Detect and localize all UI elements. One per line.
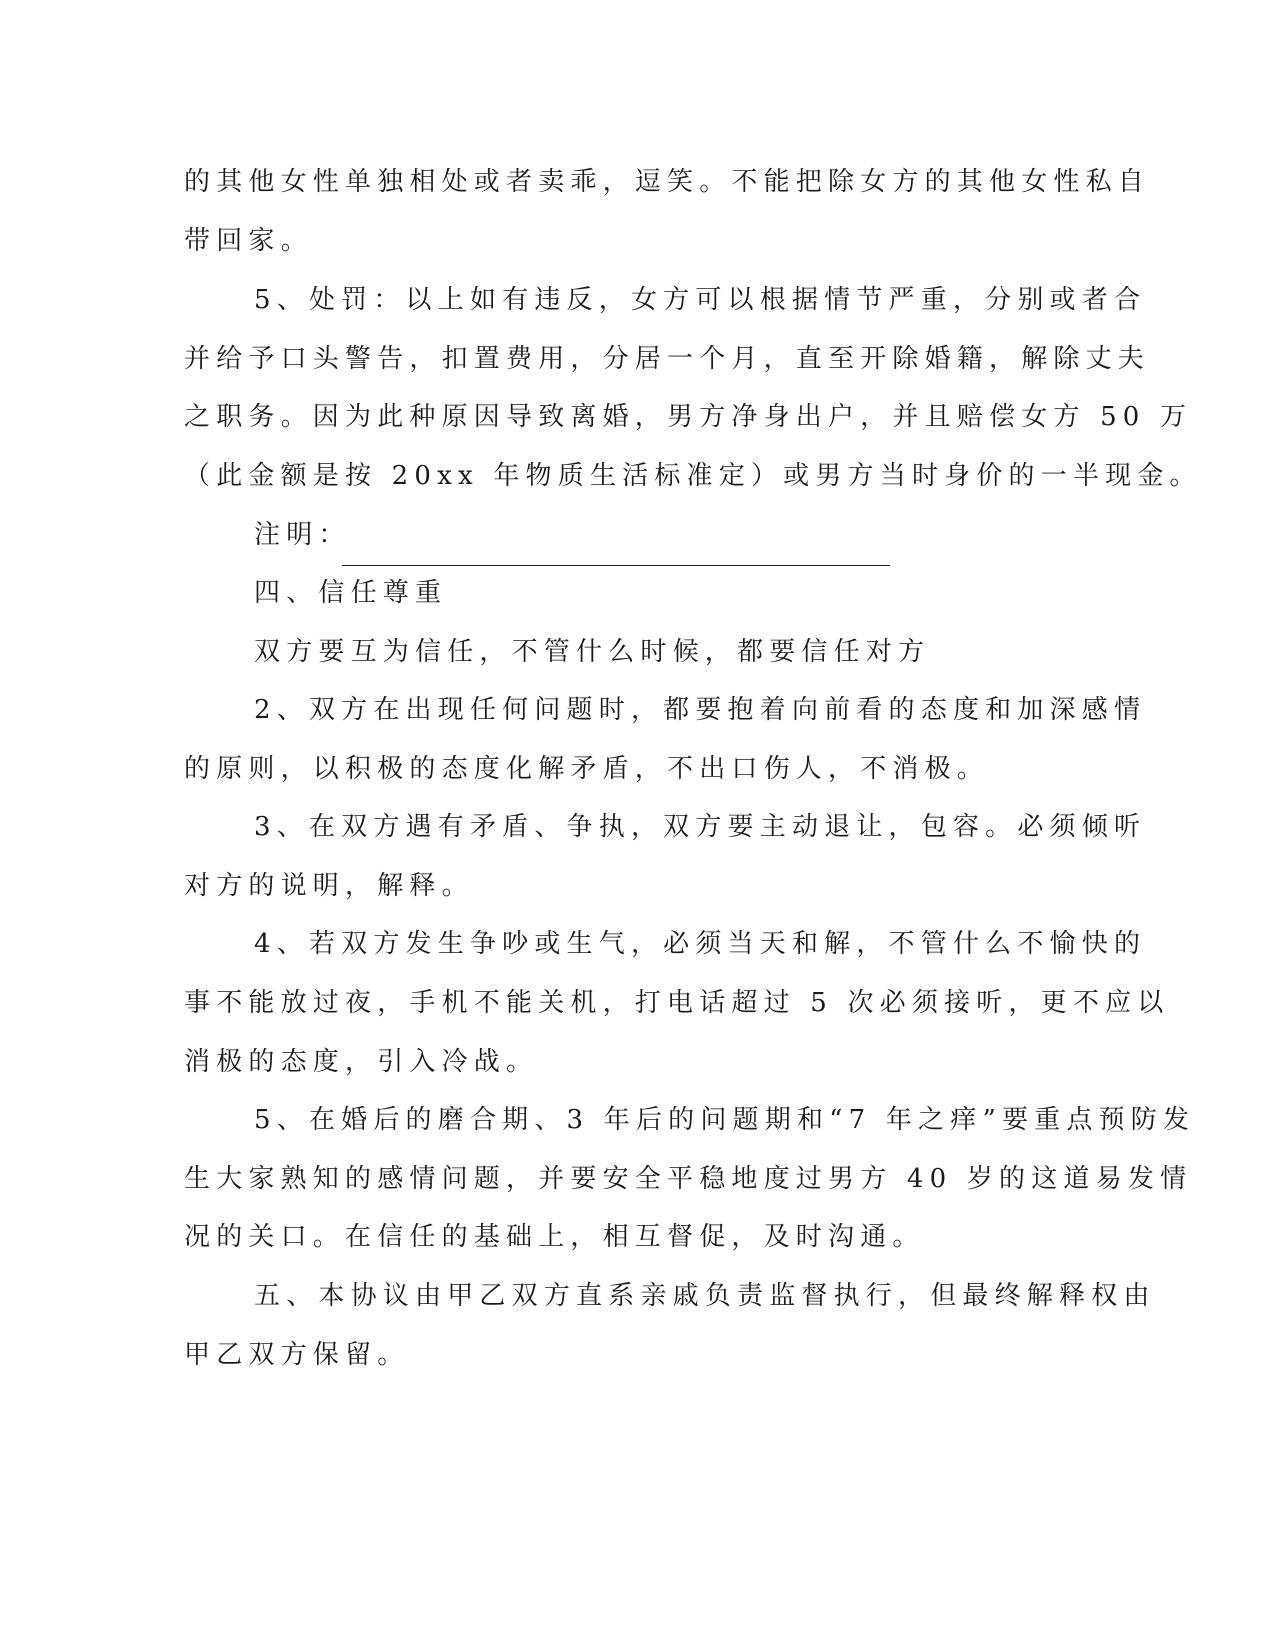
paragraph-line: 五、本协议由甲乙双方直系亲戚负责监督执行，但最终解释权由 <box>254 1281 1156 1311</box>
paragraph-line: 之职务。因为此种原因导致离婚，男方净身出户，并且赔偿女方 50 万 <box>184 402 1193 432</box>
paragraph-line: 消极的态度，引入冷战。 <box>184 1047 539 1077</box>
paragraph-line: 5、处罚：以上如有违反，女方可以根据情节严重，分别或者合 <box>254 285 1147 315</box>
paragraph-line: 甲乙双方保留。 <box>184 1340 410 1370</box>
paragraph-line: 并给予口头警告，扣置费用，分居一个月，直至开除婚籍，解除丈夫 <box>184 344 1151 374</box>
paragraph-line: 的原则，以积极的态度化解矛盾，不出口伤人，不消极。 <box>184 754 990 784</box>
note-label: 注明： <box>254 520 351 550</box>
paragraph-line: 况的关口。在信任的基础上，相互督促，及时沟通。 <box>184 1222 925 1252</box>
paragraph-line: 4、若双方发生争吵或生气，必须当天和解，不管什么不愉快的 <box>254 929 1147 959</box>
paragraph-line: 带回家。 <box>184 226 313 256</box>
note-blank-line <box>342 565 890 566</box>
paragraph-line: 事不能放过夜，手机不能关机，打电话超过 5 次必须接听，更不应以 <box>184 988 1170 1018</box>
paragraph-line: 生大家熟知的感情问题，并要安全平稳地度过男方 40 岁的这道易发情 <box>184 1164 1193 1194</box>
paragraph-line: 2、双方在出现任何问题时，都要抱着向前看的态度和加深感情 <box>254 695 1147 725</box>
paragraph-line: 的其他女性单独相处或者卖乖，逗笑。不能把除女方的其他女性私自 <box>184 167 1151 197</box>
paragraph-line: 5、在婚后的磨合期、3 年后的问题期和“7 年之痒”要重点预防发 <box>254 1105 1196 1135</box>
paragraph-line: 双方要互为信任，不管什么时候，都要信任对方 <box>254 637 931 667</box>
paragraph-line: （此金额是按 20xx 年物质生活标准定）或男方当时身价的一半现金。 <box>184 461 1202 491</box>
section-heading: 四、信任尊重 <box>254 578 448 608</box>
paragraph-line: 对方的说明，解释。 <box>184 871 474 901</box>
paragraph-line: 3、在双方遇有矛盾、争执，双方要主动退让，包容。必须倾听 <box>254 812 1147 842</box>
